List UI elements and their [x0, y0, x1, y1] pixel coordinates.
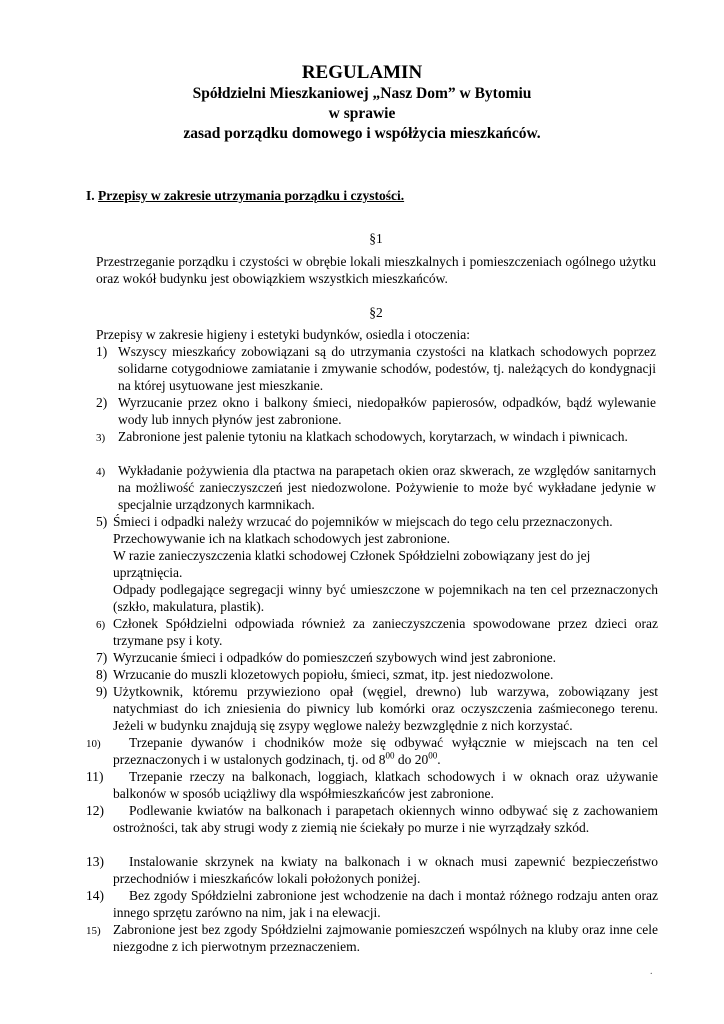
- item-text: Trzepanie rzeczy na balkonach, loggiach, klatkach schodowych i w oknach oraz używanie balkonów w sposób uciążliwy dla współmieszkańców jest zabronione.: [113, 769, 658, 801]
- item-number: 10): [86, 738, 101, 750]
- paragraph-1-sign: §1: [369, 231, 383, 246]
- item-number: 6): [96, 619, 106, 631]
- title-line-2: Spółdzielni Mieszkaniowej „Nasz Dom” w Bytomiu: [192, 85, 532, 102]
- time-superscript: 00: [385, 750, 395, 761]
- item-text-part: do 20: [394, 752, 429, 767]
- item-number: 9): [96, 684, 108, 699]
- item-text: Podlewanie kwiatów na balkonach i parapetach okiennych winno odbywać się z zachowaniem ostrożności, tak aby strugi wody z ziemią nie ściekały po murze i nie wyrządzały szkód.: [113, 803, 658, 835]
- item-text: Bez zgody Spółdzielni zabronione jest wchodzenie na dach i montaż różnego rodzaju anten oraz innego sprzętu zarówno na nim, jak i na elewacji.: [113, 888, 658, 920]
- item-number: 3): [96, 432, 106, 444]
- item-text-continued: Odpady podlegające segregacji winny być umieszczone w pojemnikach na ten cel przeznaczonych (szkło, makulatura, plastik).: [113, 582, 658, 614]
- item-text: Instalowanie skrzynek na kwiaty na balkonach i w oknach musi zapewnić bezpieczeństwo przechodniów i mieszkańców lokali położonych poniżej.: [113, 854, 658, 886]
- title-block: [0, 62, 724, 144]
- item-text: Zabronione jest palenie tytoniu na klatkach schodowych, korytarzach, w windach i piwnicach.: [118, 429, 628, 444]
- item-text-part: .: [437, 752, 441, 767]
- item-number: 8): [96, 667, 108, 682]
- item-number: 12): [86, 803, 104, 818]
- item-text: Wszyscy mieszkańcy zobowiązani są do utrzymania czystości na klatkach schodowych poprzez solidarne cotygodniowe zamiatanie i zmywanie schodów, podestów, tj. należących do kondygnacji na której usytuowane jest mieszkanie.: [118, 344, 656, 393]
- item-text: Wykładanie pożywienia dla ptactwa na parapetach okien oraz skwerach, ze względów sanitarnych na możliwość zanieczyszczeń jest niedozwolone. Pożywienie to może być wykładane jedynie w specjalnie urządzonych karmnikach.: [118, 463, 656, 512]
- section-title: Przepisy w zakresie utrzymania porządku i czystości.: [98, 188, 405, 203]
- item-text-continued: W razie zanieczyszczenia klatki schodowej Członek Spółdzielni zobowiązany jest do jej uprzątnięcia.: [113, 548, 591, 580]
- item-number: 7): [96, 650, 108, 665]
- item-text: Członek Spółdzielni odpowiada również za zanieczyszczenia spowodowane przez dzieci oraz trzymane psy i koty.: [113, 616, 658, 648]
- item-number: 15): [86, 925, 101, 937]
- item-text: Wrzucanie do muszli klozetowych popiołu, śmieci, szmat, itp. jest niedozwolone.: [113, 667, 554, 682]
- title-line-4: zasad porządku domowego i współżycia mieszkańców.: [183, 125, 541, 142]
- item-text: Wyrzucanie przez okno i balkony śmieci, niedopałków papierosów, odpadków, bądź wylewanie wody lub innych płynów jest zabronione.: [118, 395, 656, 427]
- paragraph-2-sign: §2: [369, 305, 383, 320]
- item-text: [113, 734, 658, 768]
- paragraph-2-intro: Przepisy w zakresie higieny i estetyki budynków, osiedla i otoczenia:: [96, 327, 471, 342]
- section-number: I.: [86, 188, 95, 203]
- title-line-3: w sprawie: [328, 105, 396, 122]
- document-title: REGULAMIN: [301, 62, 423, 83]
- item-number: 14): [86, 888, 104, 903]
- item-number: 11): [86, 769, 104, 784]
- item-text-part: Trzepanie dywanów i chodników może się odbywać wyłącznie w miejscach na ten cel przeznaczonych i w ustalonych godzinach, tj. od 8: [113, 735, 658, 767]
- item-number: 2): [96, 395, 108, 410]
- paragraph-1-text: Przestrzeganie porządku i czystości w obrębie lokali mieszkalnych i pomieszczeniach ogólnego użytku oraz wokół budynku jest obowiązkiem wszystkich mieszkańców.: [96, 254, 656, 286]
- footer-mark: .: [650, 966, 653, 977]
- item-text: Wyrzucanie śmieci i odpadków do pomieszczeń szybowych wind jest zabronione.: [113, 650, 557, 665]
- item-text: Zabronione jest bez zgody Spółdzielni zajmowanie pomieszczeń wspólnych na kluby oraz inne cele niezgodne z ich pierwotnym przeznaczeniem.: [113, 922, 658, 954]
- item-number: 5): [96, 514, 108, 529]
- item-text: Użytkownik, któremu przywieziono opał (węgiel, drewno) lub warzywa, zobowiązany jest natychmiast do ich zniesienia do piwnicy lub komórki oraz oczyszczenia zaśmieconego terenu. Jeżeli w budynku znajdują się zsypy węglowe należy bezwzględnie z nich korzystać.: [113, 684, 658, 733]
- item-number: 1): [96, 344, 108, 359]
- time-superscript: 00: [428, 750, 438, 761]
- item-text: Śmieci i odpadki należy wrzucać do pojemników w miejscach do tego celu przeznaczonych.: [113, 514, 613, 529]
- item-number: 13): [86, 854, 104, 869]
- item-text-continued: Przechowywanie ich na klatkach schodowych jest zabronione.: [113, 531, 451, 546]
- section-heading: [86, 188, 404, 204]
- item-number: 4): [96, 466, 106, 478]
